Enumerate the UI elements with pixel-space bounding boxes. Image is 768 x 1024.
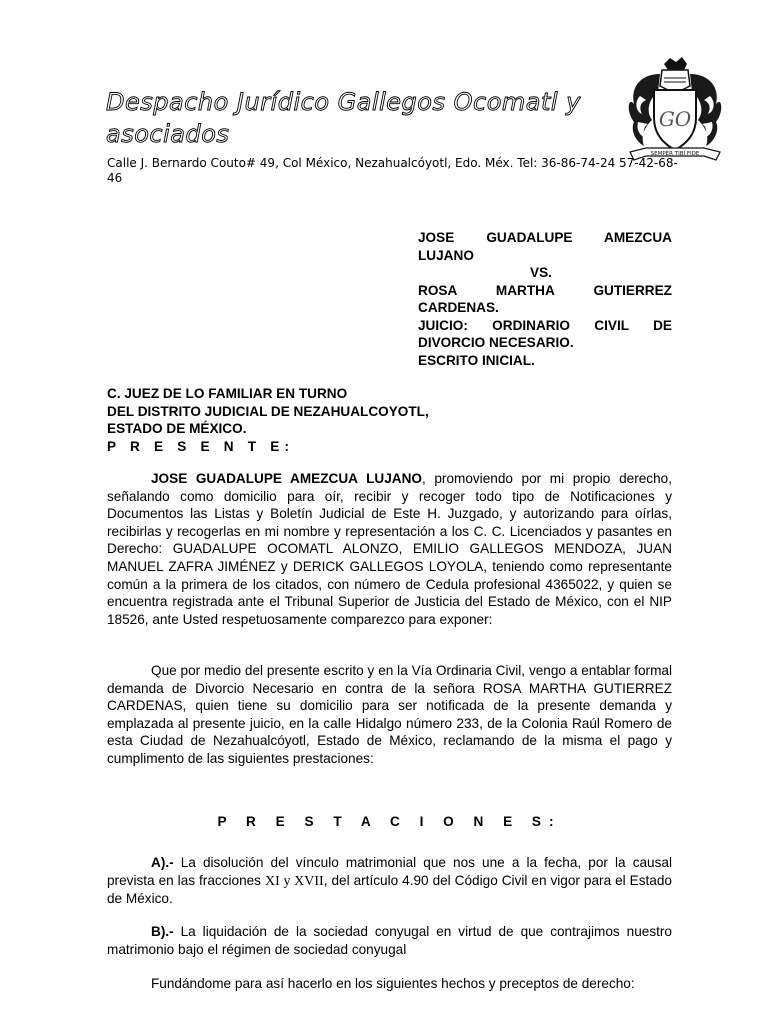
demand-text: Que por medio del presente escrito y en la Vía Ordinaria Civil, vengo a entablar formal demanda de Divorcio Necesario en contra de la señora ROSA MARTHA GUTIERREZ CARDENAS, quien tiene su domicilio para ser notificada de la presente demanda y emplazada al presente juicio, en la calle Hidalgo número 233, de la Colonia Raúl Romero de esta Ciudad de Nezahualcóyotl, Estado de México, reclamando de la misma el pago y cumplimento de las siguientes prestaciones: [107, 663, 672, 766]
firm-title: Despacho Jurídico Gallegos Ocomatl y asociados [106, 88, 581, 148]
presente-label: P R E S E N T E: [107, 438, 295, 454]
versus-label: VS. [530, 265, 552, 280]
intro-paragraph [107, 470, 672, 628]
prestacion-a-text-2: , del artículo 4.90 del Código Civil en vigor para el Estado de México. [107, 872, 672, 907]
firm-crest-logo [624, 56, 726, 168]
addressee-block [107, 385, 667, 455]
roman-and: y [279, 873, 295, 889]
prestacion-a-text-1: La disolución del vínculo matrimonial que nos une a la fecha, por la causal prevista en las fracciones [107, 855, 672, 888]
prestacion-b [107, 923, 672, 958]
trial-line-1: JUICIO: ORDINARIO CIVIL DE [418, 317, 672, 333]
addressee-line-3: ESTADO DE MÉXICO. [107, 421, 247, 436]
firm-address: Calle J. Bernardo Couto# 49, Col México, Nezahualcóyotl, Edo. Méx. Tel: 36-86-74-24 57-42-68-46 [107, 156, 678, 185]
prestacion-b-text: La liquidación de la sociedad conyugal en virtud de que contrajimos nuestro matrimonio bajo el régimen de sociedad conyugal [107, 924, 672, 957]
closing-paragraph [107, 975, 672, 993]
prestacion-b-label: B).- [151, 924, 174, 939]
prestacion-a [107, 854, 672, 908]
defendant-line-1: ROSA MARTHA GUTIERREZ [418, 282, 672, 298]
intro-text: , promoviendo por mi propio derecho, señalando como domicilio para oír, recibir y recoger todo tipo de Notificaciones y Documentos las Listas y Boletín Judicial de Este H. Juzgado, y autorizando para oírlas, recibirlas y recogerlas en mi nombre y representación a los C. C. Licenciados y pasantes en Derecho: GUADALUPE OCOMATL ALONZO, EMILIO GALLEGOS MENDOZA, JUAN MANUEL ZAFRA JIMÉNEZ y DERICK GALLEGOS LOYOLA, teniendo como representante común a la primera de los citados, con número de Cedula profesional 4365022, y quien se encuentra registrada ante el Tribunal Superior de Justicia del Estado de México, con el NIP 18526, ante Usted respetuosamente comparezco para exponer: [107, 471, 672, 627]
defendant-line-2: CARDENAS. [418, 300, 499, 315]
prestacion-a-label: A).- [151, 855, 174, 870]
plaintiff-line-2: LUJANO [418, 247, 474, 263]
plaintiff-name: JOSE GUADALUPE AMEZCUA LUJANO [151, 471, 422, 486]
prestaciones-heading: P R E S T A C I O N E S: [217, 814, 562, 829]
case-caption [418, 229, 672, 369]
document-type: ESCRITO INICIAL. [418, 352, 535, 368]
roman-xi: XI [264, 873, 280, 889]
demand-paragraph [107, 662, 672, 768]
trial-line-2: DIVORCIO NECESARIO. [418, 335, 574, 350]
addressee-line-2: DEL DISTRITO JUDICIAL DE NEZAHUALCOYOTL, [107, 403, 429, 419]
roman-xvii: XVII [294, 873, 324, 889]
crest-monogram: GO [658, 107, 692, 131]
crest-motto: SEMPER TIBI FIDE [650, 151, 700, 157]
addressee-line-1: C. JUEZ DE LO FAMILIAR EN TURNO [107, 386, 348, 401]
plaintiff-line-1: JOSE GUADALUPE AMEZCUA [418, 230, 672, 245]
closing-text: Fundándome para así hacerlo en los siguientes hechos y preceptos de derecho: [151, 976, 635, 991]
